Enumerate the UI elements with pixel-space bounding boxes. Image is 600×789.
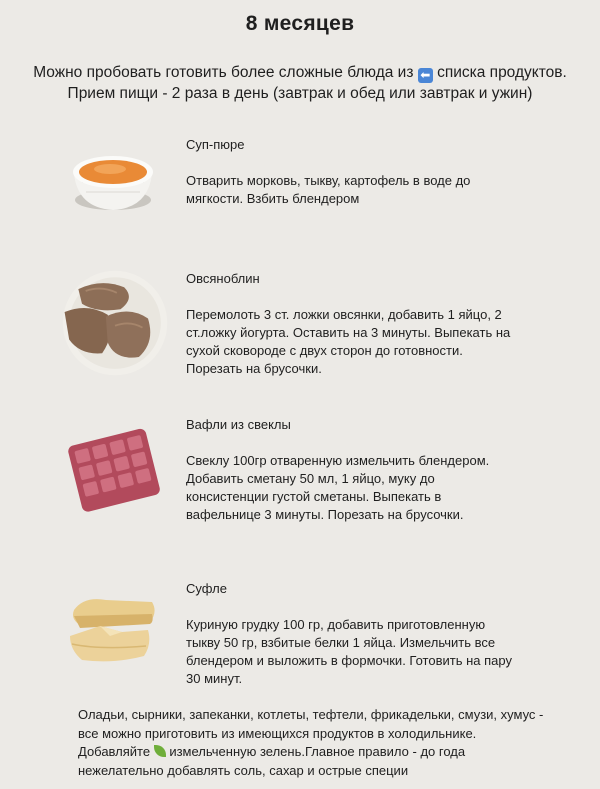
intro-text [20, 62, 580, 104]
left-arrow-icon: ⬅ [418, 68, 433, 83]
recipe-description: Отварить морковь, тыкву, картофель в воде до мягкости. Взбить блендером [186, 173, 471, 206]
page-title: 8 месяцев [245, 12, 355, 35]
footer-text-before: Оладьи, сырники, запеканки, котлеты, тефтели, фрикадельки, смузи, хумус - все можно приготовить из имеющихся продуктов в холодильнике. Добавляйте [78, 707, 544, 759]
intro-line2: Прием пищи - 2 раза в день (завтрак и обед или завтрак и ужин) [67, 85, 533, 102]
oat-pancake-plate-image [60, 266, 170, 381]
recipe-name: Вафли из свеклы [186, 417, 291, 432]
recipe-description: Куриную грудку 100 гр, добавить приготовленную тыкву 50 гр, взбитые белки 1 яйца. Измельчить все блендером и выложить в формочки. Готовить на пару 30 минут. [186, 617, 512, 686]
intro-line1-before: Можно пробовать готовить более сложные блюда из [33, 64, 418, 81]
recipe-description: Свеклу 100гр отваренную измельчить блендером. Добавить сметану 50 мл, 1 яйцо, муку до консистенции густой сметаны. Выпекать в вафельнице 3 минуты. Порезать на брусочки. [186, 453, 490, 522]
recipe-description: Перемолоть 3 ст. ложки овсянки, добавить 1 яйцо, 2 ст.ложку йогурта. Оставить на 3 минуты. Выпекать на сухой сковороде с двух сторон до готовности. Порезать на брусочки. [186, 307, 511, 376]
leaf-icon [154, 745, 166, 757]
footer-text-after: измельченную зелень.Главное правило - до года нежелательно добавлять соль, сахар и острые специи [78, 744, 466, 778]
recipe-name: Овсяноблин [186, 271, 260, 286]
beet-waffle-image [60, 420, 170, 520]
soup-bowl-image [60, 144, 170, 216]
recipe-name: Суп-пюре [186, 137, 245, 152]
souffle-image [60, 592, 170, 667]
intro-line1-after: списка продуктов. [432, 64, 567, 81]
footer-note [78, 706, 548, 780]
recipe-name: Суфле [186, 581, 227, 596]
